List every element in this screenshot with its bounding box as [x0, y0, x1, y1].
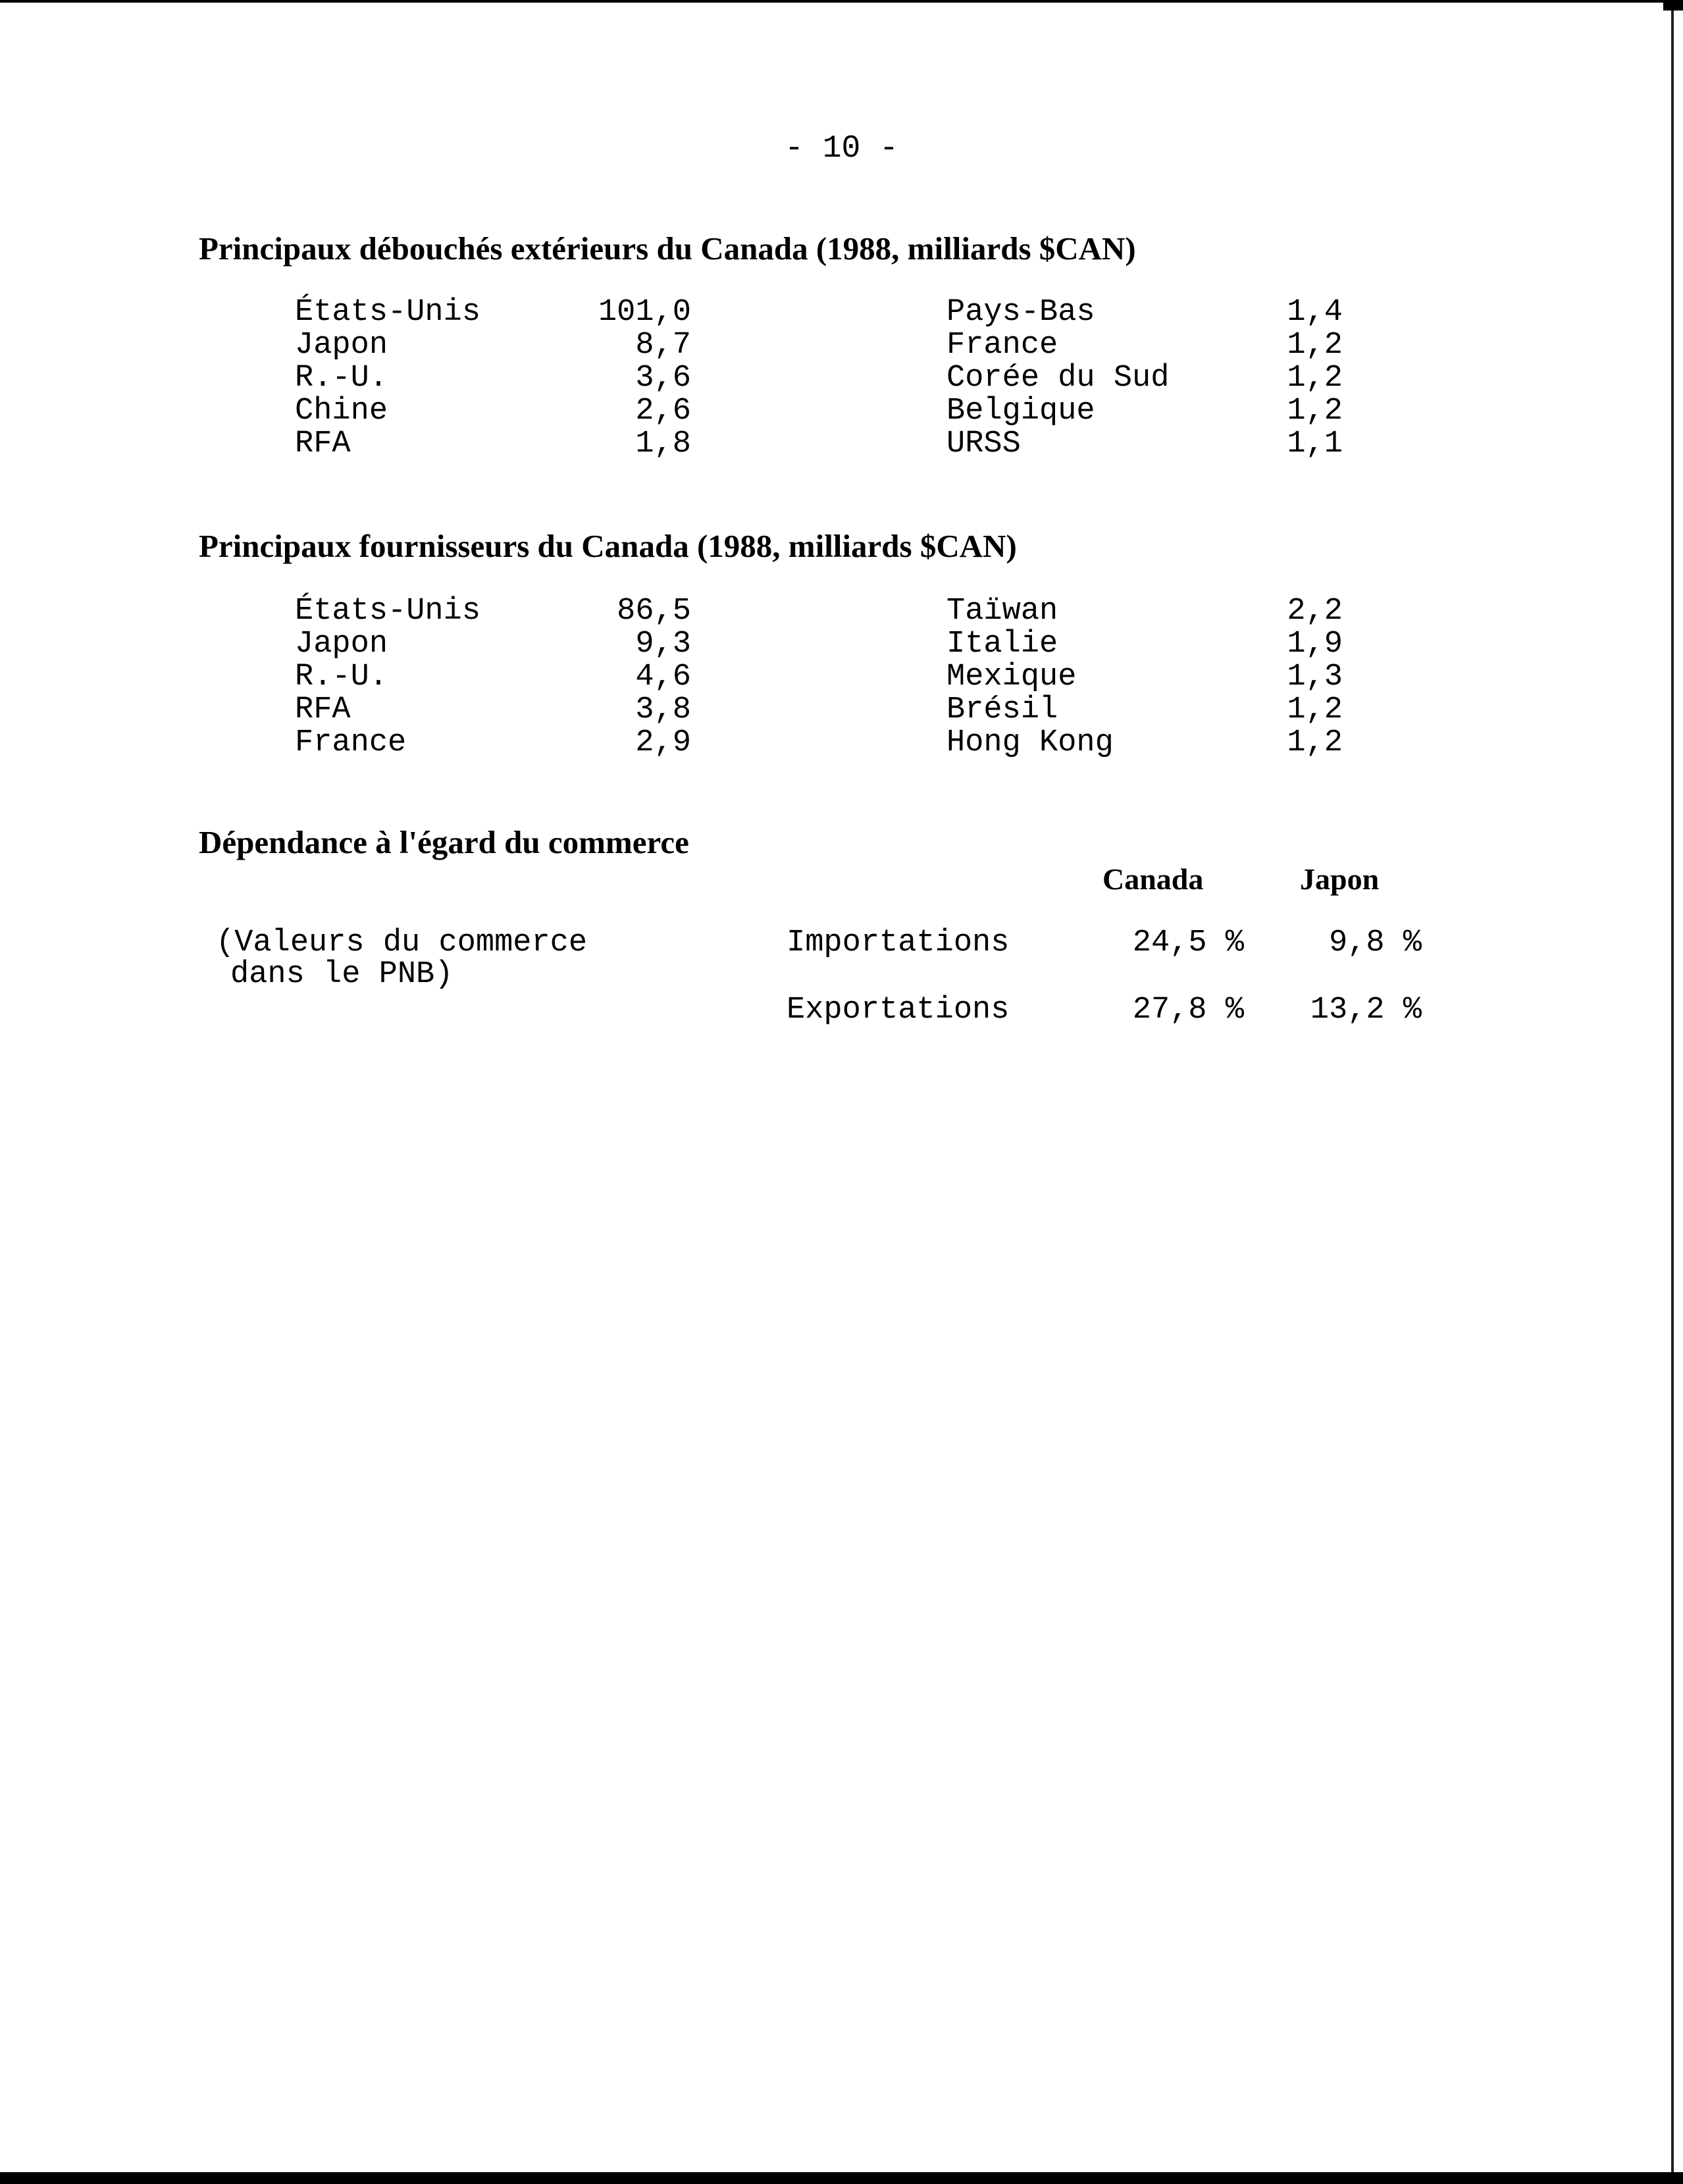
country-name: Italie [946, 627, 1058, 662]
col-header-japan: Japon [1300, 862, 1380, 896]
country-value: 1,4 [1287, 295, 1343, 330]
country-value: 1,3 [1287, 660, 1343, 694]
value-japan-imports: 9,8 % [1328, 925, 1422, 960]
country-value: 1,2 [1287, 361, 1343, 396]
country-value: 86,5 [617, 594, 691, 629]
dependence-title: Dépendance à l'égard du commerce [199, 824, 689, 860]
row-label-exports: Exportations [787, 993, 1010, 1027]
row-label-imports: Importations [787, 925, 1010, 960]
country-name: France [295, 725, 407, 760]
country-name: États-Unis [295, 295, 481, 330]
country-value: 4,6 [635, 660, 691, 694]
page-number: - 10 - [785, 131, 898, 167]
country-name: Taïwan [946, 594, 1058, 629]
country-value: 1,1 [1287, 427, 1343, 461]
country-name: France [946, 328, 1058, 363]
country-value: 1,2 [1287, 725, 1343, 760]
country-value: 101,0 [598, 295, 691, 330]
country-name: RFA [295, 692, 351, 727]
country-name: RFA [295, 427, 351, 461]
country-value: 3,6 [635, 361, 691, 396]
country-value: 1,2 [1287, 394, 1343, 429]
corner-mark [1663, 0, 1683, 11]
country-name: Chine [295, 394, 388, 429]
country-name: Brésil [946, 692, 1058, 727]
page-border-right [1671, 0, 1674, 2184]
col-header-canada: Canada [1102, 862, 1204, 896]
country-name: Japon [295, 328, 388, 363]
country-value: 2,6 [635, 394, 691, 429]
dependence-note-line1: (Valeurs du commerce [216, 925, 588, 960]
page-border-top [0, 0, 1683, 3]
country-name: R.-U. [295, 660, 388, 694]
country-name: Mexique [946, 660, 1077, 694]
country-name: États-Unis [295, 594, 481, 629]
country-name: Pays-Bas [946, 295, 1095, 330]
country-name: Hong Kong [946, 725, 1114, 760]
country-value: 2,2 [1287, 594, 1343, 629]
country-name: R.-U. [295, 361, 388, 396]
country-value: 1,2 [1287, 692, 1343, 727]
country-name: Belgique [946, 394, 1095, 429]
imports-title: Principaux fournisseurs du Canada (1988, milliards $CAN) [199, 528, 1017, 564]
page-border-bottom [0, 2172, 1683, 2184]
country-name: Japon [295, 627, 388, 662]
value-canada-imports: 24,5 % [1132, 925, 1244, 960]
country-name: URSS [946, 427, 1021, 461]
dependence-note-line2: dans le PNB) [230, 957, 453, 992]
value-japan-exports: 13,2 % [1310, 993, 1422, 1027]
country-value: 1,9 [1287, 627, 1343, 662]
country-value: 2,9 [635, 725, 691, 760]
country-value: 8,7 [635, 328, 691, 363]
country-value: 1,8 [635, 427, 691, 461]
value-canada-exports: 27,8 % [1132, 993, 1244, 1027]
exports-title: Principaux débouchés extérieurs du Canada (1988, milliards $CAN) [199, 230, 1136, 267]
country-value: 3,8 [635, 692, 691, 727]
country-value: 1,2 [1287, 328, 1343, 363]
country-name: Corée du Sud [946, 361, 1170, 396]
country-value: 9,3 [635, 627, 691, 662]
